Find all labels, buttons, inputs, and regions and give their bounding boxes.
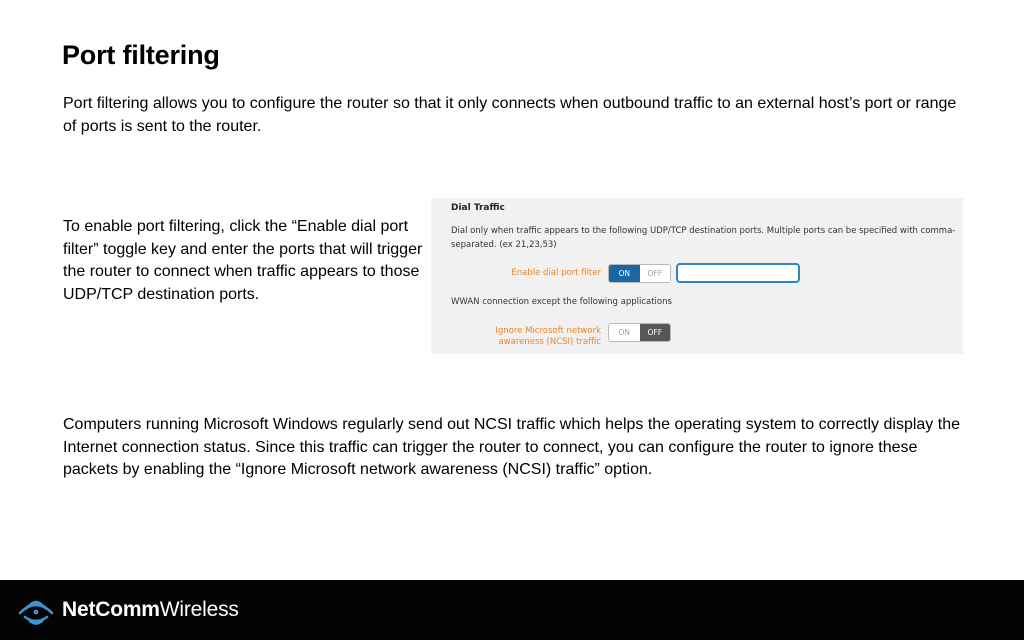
dial-filter-toggle[interactable] bbox=[608, 264, 671, 283]
ncsi-label-line1: Ignore Microsoft network bbox=[495, 326, 601, 336]
panel-description: Dial only when traffic appears to the following UDP/TCP destination ports. Multiple ports can be specified with comma-separated. (ex 21,23,53) bbox=[451, 226, 956, 250]
dial-traffic-panel bbox=[431, 198, 963, 354]
ports-input[interactable] bbox=[676, 263, 800, 283]
wwan-exceptions-label: WWAN connection except the following applications bbox=[451, 297, 672, 307]
brand-logo-text bbox=[62, 598, 239, 622]
footer-bar bbox=[0, 580, 1024, 640]
ncsi-label bbox=[471, 326, 601, 347]
instructions-paragraph: To enable port filtering, click the “Enable dial port filter” toggle key and enter the ports that will trigger the router to connect when traffic appears to those UDP/TCP destination ports. bbox=[63, 218, 423, 303]
dial-filter-on-option[interactable]: ON bbox=[609, 265, 640, 282]
ncsi-toggle[interactable] bbox=[608, 323, 671, 342]
brand-name-light: Wireless bbox=[159, 598, 239, 621]
ncsi-label-line2: awareness (NCSI) traffic bbox=[498, 336, 601, 347]
panel-heading: Dial Traffic bbox=[451, 203, 505, 213]
dial-filter-label: Enable dial port filter bbox=[511, 268, 601, 278]
ncsi-info-paragraph: Computers running Microsoft Windows regularly send out NCSI traffic which helps the operating system to correctly display the Internet connection status. Since this traffic can trigger the router to connect, you can configure the router to ignore these packets by enabling the “Ignore Microsoft network awareness (NCSI) traffic” option. bbox=[63, 416, 960, 478]
dial-filter-off-option[interactable]: OFF bbox=[640, 265, 671, 282]
ncsi-on-option[interactable]: ON bbox=[609, 324, 640, 341]
brand-name-strong: NetComm bbox=[62, 598, 160, 621]
page-title: Port filtering bbox=[62, 40, 220, 70]
ncsi-off-option[interactable]: OFF bbox=[640, 324, 671, 341]
intro-paragraph: Port filtering allows you to configure the router so that it only connects when outbound traffic to an external host’s port or range of ports is sent to the router. bbox=[63, 95, 957, 135]
wifi-signal-icon bbox=[16, 593, 56, 627]
